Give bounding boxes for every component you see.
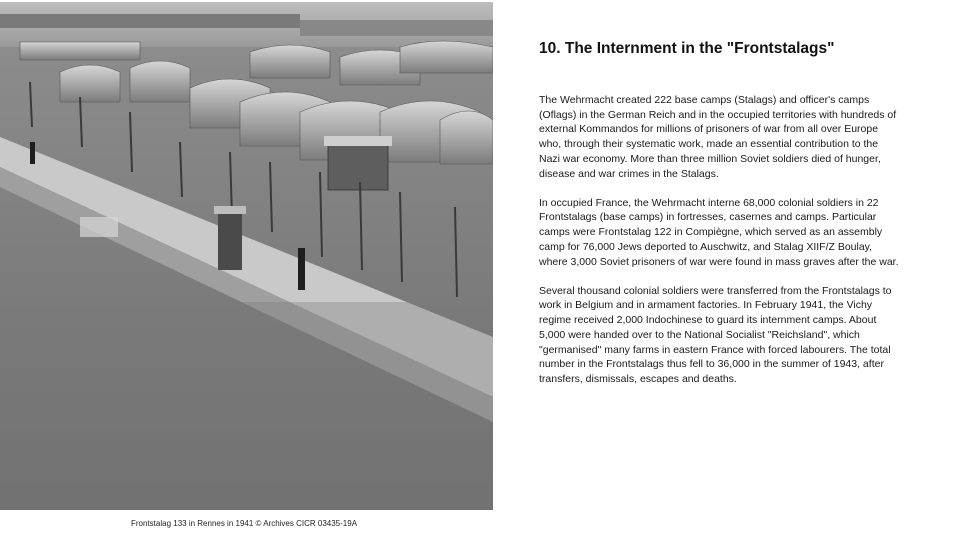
photo-caption: Frontstalag 133 in Rennes in 1941 © Archives CICR 03435-19A: [131, 519, 358, 528]
body-text: [539, 93, 899, 401]
paragraph-occupied-france: In occupied France, the Wehrmacht interne 68,000 colonial soldiers in 22 Frontstalags (base camps) in fortresses, casernes and camps. Particular camps were Frontstalag 122 in Compiègne, which served as an assembly camp for 76,000 Jews deported to Auschwitz, and Stalag XIIF/Z Boulay, where 3,000 Soviet prisoners of war were found in mass graves after the war.: [539, 196, 899, 268]
paragraph-stalags: The Wehrmacht created 222 base camps (Stalags) and officer's camps (Oflags) in the German Reich and in the occupied territories with hundreds of external Kommandos for millions of prisoners of war from all over Europe who, through their systematic work, made an essential contribution to the Nazi war economy. More than three million Soviet soldiers died of hunger, disease and war crimes in the Stalags.: [539, 94, 897, 180]
paragraph-transfers: Several thousand colonial soldiers were transferred from the Frontstalags to work in Belgium and in armament factories. In February 1941, the Vichy regime received 2,000 Indochinese to guard its internment camps. About 5,000 were handed over to the National Socialist "Reichsland", which "germanised" many farms in eastern France with forced labourers. The total number in the Frontstalags thus fell to 36,000 in the summer of 1943, after transfers, dismissals, escapes and deaths.: [539, 284, 892, 385]
camp-photo: [0, 2, 493, 510]
page-title: 10. The Internment in the "Frontstalags": [539, 40, 835, 57]
